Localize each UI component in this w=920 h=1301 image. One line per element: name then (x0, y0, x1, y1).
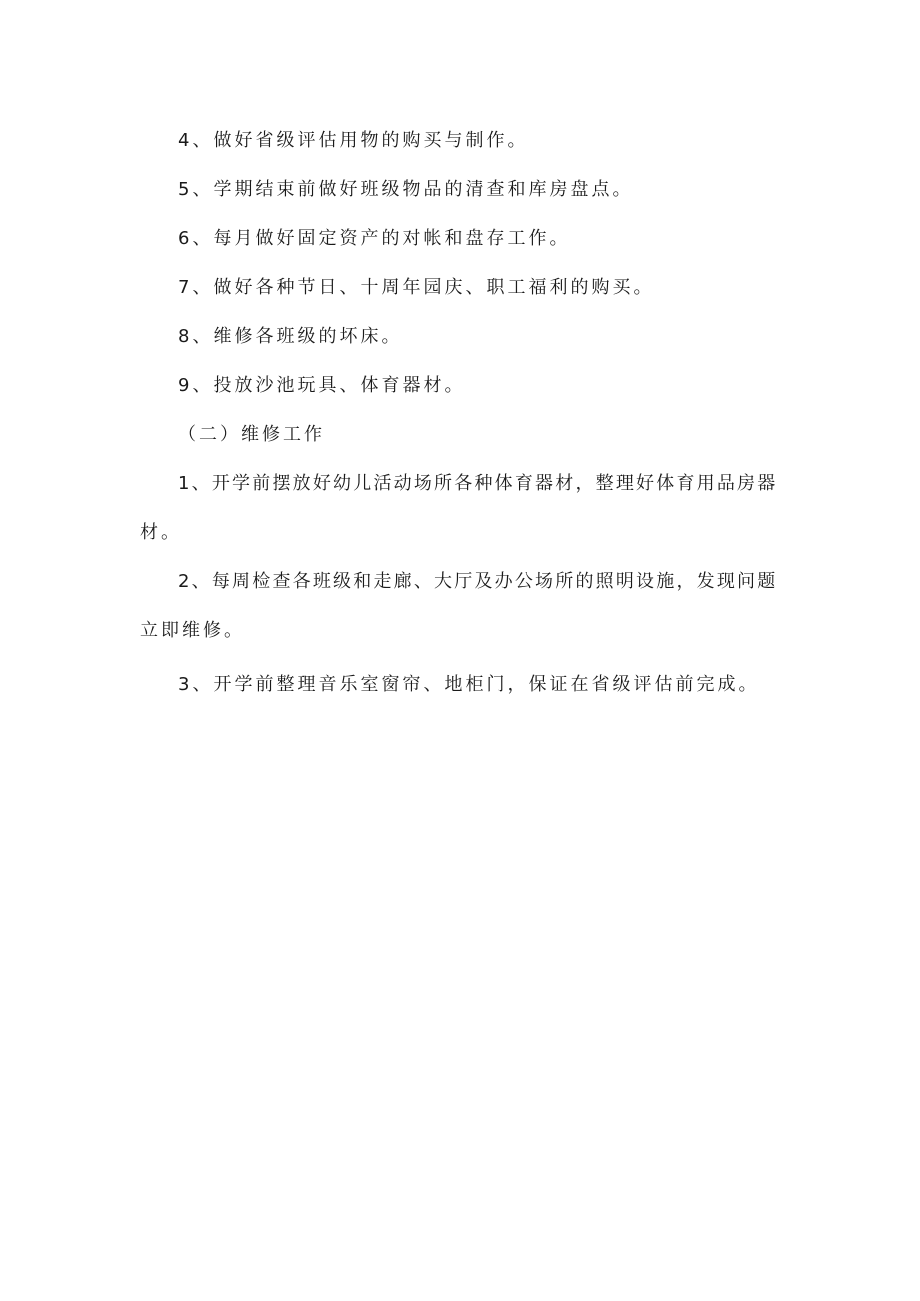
repair-item-3: 3、开学前整理音乐室窗帘、地柜门，保证在省级评估前完成。 (178, 674, 760, 695)
repair-item-1-line-2: 材。 (140, 522, 182, 543)
repair-item-1-line-1: 1、开学前摆放好幼儿活动场所各种体育器材，整理好体育用品房器 (178, 473, 778, 494)
list-item-7: 7、做好各种节日、十周年园庆、职工福利的购买。 (178, 277, 655, 298)
section-heading: （二）维修工作 (178, 424, 325, 445)
repair-item-2-line-2: 立即维修。 (140, 620, 245, 641)
list-item-8: 8、维修各班级的坏床。 (178, 326, 403, 347)
list-item-6: 6、每月做好固定资产的对帐和盘存工作。 (178, 228, 571, 249)
list-item-5: 5、学期结束前做好班级物品的清查和库房盘点。 (178, 179, 634, 200)
list-item-9: 9、投放沙池玩具、体育器材。 (178, 375, 466, 396)
repair-item-2-line-1: 2、每周检查各班级和走廊、大厅及办公场所的照明设施，发现问题 (178, 571, 778, 592)
list-item-4: 4、做好省级评估用物的购买与制作。 (178, 130, 529, 151)
